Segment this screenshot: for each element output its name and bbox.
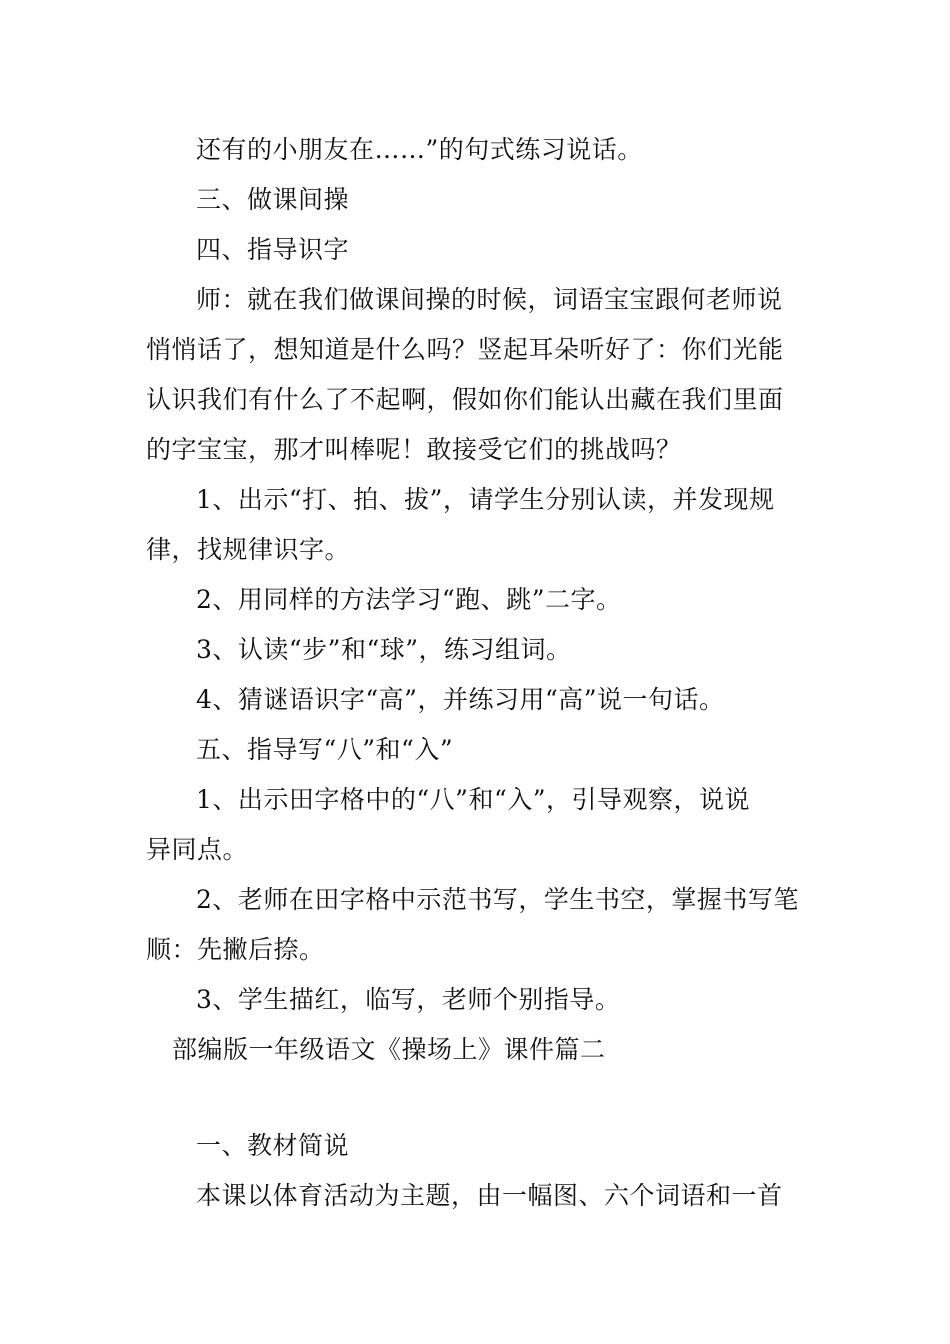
section-heading-4: 四、指导识字: [196, 235, 350, 264]
list-item-3: 3、认读“步”和“球”，练习组词。: [196, 635, 572, 664]
section-heading-3: 三、做课间操: [196, 185, 350, 214]
article-title: 部编版一年级语文《操场上》课件篇二: [172, 1035, 606, 1064]
list-item-1: 1、出示田字格中的“八”和“入”，引导观察，说说: [196, 785, 751, 814]
list-item-1-continued: 异同点。: [146, 835, 249, 864]
section-heading-5: 五、指导写“八”和“入”: [196, 735, 454, 764]
paragraph-line-continuation: 还有的小朋友在……”的句式练习说话。: [196, 135, 643, 164]
list-item-1: 1、出示“打、拍、拔”，请学生分别认读，并发现规: [196, 485, 775, 514]
paragraph-line: 师：就在我们做课间操的时候，词语宝宝跟何老师说: [196, 285, 783, 314]
list-item-3: 3、学生描红，临写，老师个别指导。: [196, 985, 621, 1014]
paragraph-line: 本课以体育活动为主题，由一幅图、六个词语和一首: [196, 1181, 783, 1210]
list-item-2: 2、用同样的方法学习“跑、跳”二字。: [196, 585, 622, 614]
list-item-2: 2、老师在田字格中示范书写，学生书空，掌握书写笔: [196, 885, 799, 914]
paragraph-line: 的字宝宝，那才叫棒呢！敢接受它们的挑战吗？: [146, 435, 682, 464]
section-heading-1: 一、教材简说: [196, 1131, 350, 1160]
list-item-4: 4、猜谜语识字“高”，并练习用“高”说一句话。: [196, 685, 725, 714]
paragraph-line: 认识我们有什么了不起啊，假如你们能认出藏在我们里面: [146, 385, 784, 414]
list-item-1-continued: 律，找规律识字。: [146, 535, 351, 564]
list-item-2-continued: 顺：先撇后捺。: [146, 935, 325, 964]
paragraph-line: 悄悄话了，想知道是什么吗？竖起耳朵听好了：你们光能: [146, 335, 784, 364]
